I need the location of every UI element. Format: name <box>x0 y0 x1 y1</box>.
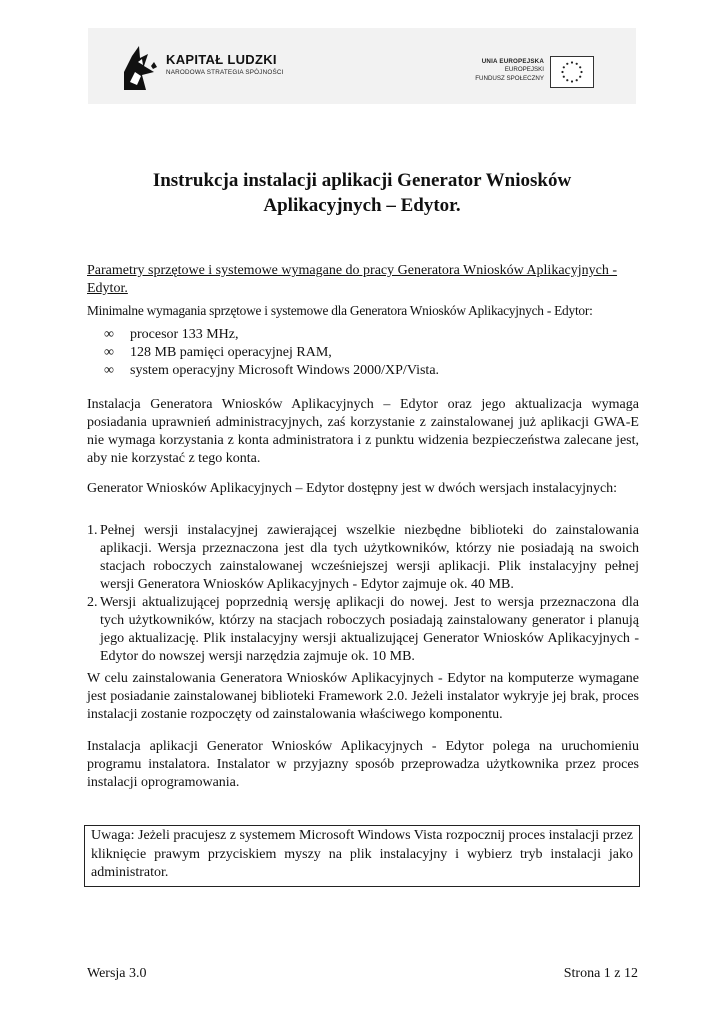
infinity-bullet-icon: ∞ <box>104 327 114 342</box>
kapital-ludzki-logo <box>124 42 284 92</box>
list-number: 1. <box>87 523 98 538</box>
kapital-ludzki-mark-icon <box>124 42 158 90</box>
infinity-bullet-icon: ∞ <box>104 345 114 360</box>
title-line: Instrukcja instalacji aplikacji Generator Wniosków <box>152 170 572 191</box>
section-heading: Parametry sprzętowe i systemowe wymagane do pracy Generatora Wniosków Aplikacyjnych - Edytor. <box>87 263 618 296</box>
list-item <box>87 594 639 666</box>
logo-title: KAPITAŁ LUDZKI <box>166 52 277 67</box>
eu-label-line: UNIA EUROPEJSKA <box>481 58 544 65</box>
infinity-bullet-icon: ∞ <box>104 363 114 378</box>
requirement-text: procesor 133 MHz, <box>130 327 239 342</box>
list-item <box>104 326 439 344</box>
eu-flag-icon <box>550 56 594 88</box>
page-header <box>88 28 636 104</box>
install-paragraph: Instalacja Generatora Wniosków Aplikacyjnych – Edytor oraz jego aktualizacja wymaga posiadania uprawnień administracyjnych, zaś korzystanie z zainstalowanej już aplikacji GWA-E nie wymaga korzystania z konta administratora i z punktu widzenia bezpieczeństwa zalecane jest, aby nie korzystać z tego konta. <box>87 397 639 466</box>
list-item <box>104 362 439 380</box>
versions-list <box>87 522 639 666</box>
list-item <box>87 522 639 594</box>
version-text: Wersji aktualizującej poprzednią wersję aplikacji do nowej. Jest to wersja przeznaczona dla tych użytkowników, którzy na stacjach roboczych posiadają zainstalowany generator i planują jego aktualizację. Plik instalacyjny wersji aktualizującej Generator Wniosków Aplikacyjnych - Edytor do nowszej wersji narzędzia zajmuje ok. 10 MB. <box>100 595 639 664</box>
list-number: 2. <box>87 595 98 610</box>
requirement-text: system operacyjny Microsoft Windows 2000/XP/Vista. <box>130 363 440 378</box>
eu-label-line: EUROPEJSKI <box>504 66 544 74</box>
framework-paragraph: W celu zainstalowania Generatora Wniosków Aplikacyjnych - Edytor na komputerze wymagane jest posiadanie zainstalowanej biblioteki Framework 2.0. Jeżeli instalator wykryje jej brak, proces instalacji zostanie rozpoczęty od zainstalowania właściwego komponentu. <box>87 671 639 722</box>
note-box: Uwaga: Jeżeli pracujesz z systemem Microsoft Windows Vista rozpocznij proces instalacji przez kliknięcie prawym przyciskiem myszy na plik instalacyjny i wybierz tryb instalacji jako administrator. <box>84 825 640 887</box>
footer-version: Wersja 3.0 <box>87 966 147 981</box>
eu-fund-label <box>475 58 544 83</box>
requirement-text: 128 MB pamięci operacyjnej RAM, <box>130 345 332 360</box>
installer-paragraph: Instalacja aplikacji Generator Wniosków Aplikacyjnych - Edytor polega na uruchomieniu programu instalatora. Instalator w przyjazny sposób przeprowadza użytkownika przez proces instalacji oprogramowania. <box>87 739 639 790</box>
document-title <box>80 168 644 218</box>
footer-page-number: Strona 1 z 12 <box>563 966 638 981</box>
requirements-intro: Minimalne wymagania sprzętowe i systemowe dla Generatora Wniosków Aplikacyjnych - Edytor: <box>87 303 593 318</box>
version-text: Pełnej wersji instalacyjnej zawierającej wszelkie niezbędne biblioteki do zainstalowania aplikacji. Wersja przeznaczona jest dla tych użytkowników, którzy nie posiadają na swoich stacjach roboczych zainstalowanej wcześniejszej wersji aplikacji. Plik instalacyjny pełnej wersji Generatora Wniosków Aplikacyjnych - Edytor zajmuje ok. 40 MB. <box>100 523 639 592</box>
eu-label-line: FUNDUSZ SPOŁECZNY <box>475 74 544 82</box>
requirements-list <box>104 326 439 380</box>
title-line: Aplikacyjnych – Edytor. <box>263 195 461 216</box>
versions-intro-paragraph: Generator Wniosków Aplikacyjnych – Edytor dostępny jest w dwóch wersjach instalacyjnych: <box>87 481 618 496</box>
list-item <box>104 344 439 362</box>
logo-subtitle: NARODOWA STRATEGIA SPÓJNOŚCI <box>166 69 284 76</box>
